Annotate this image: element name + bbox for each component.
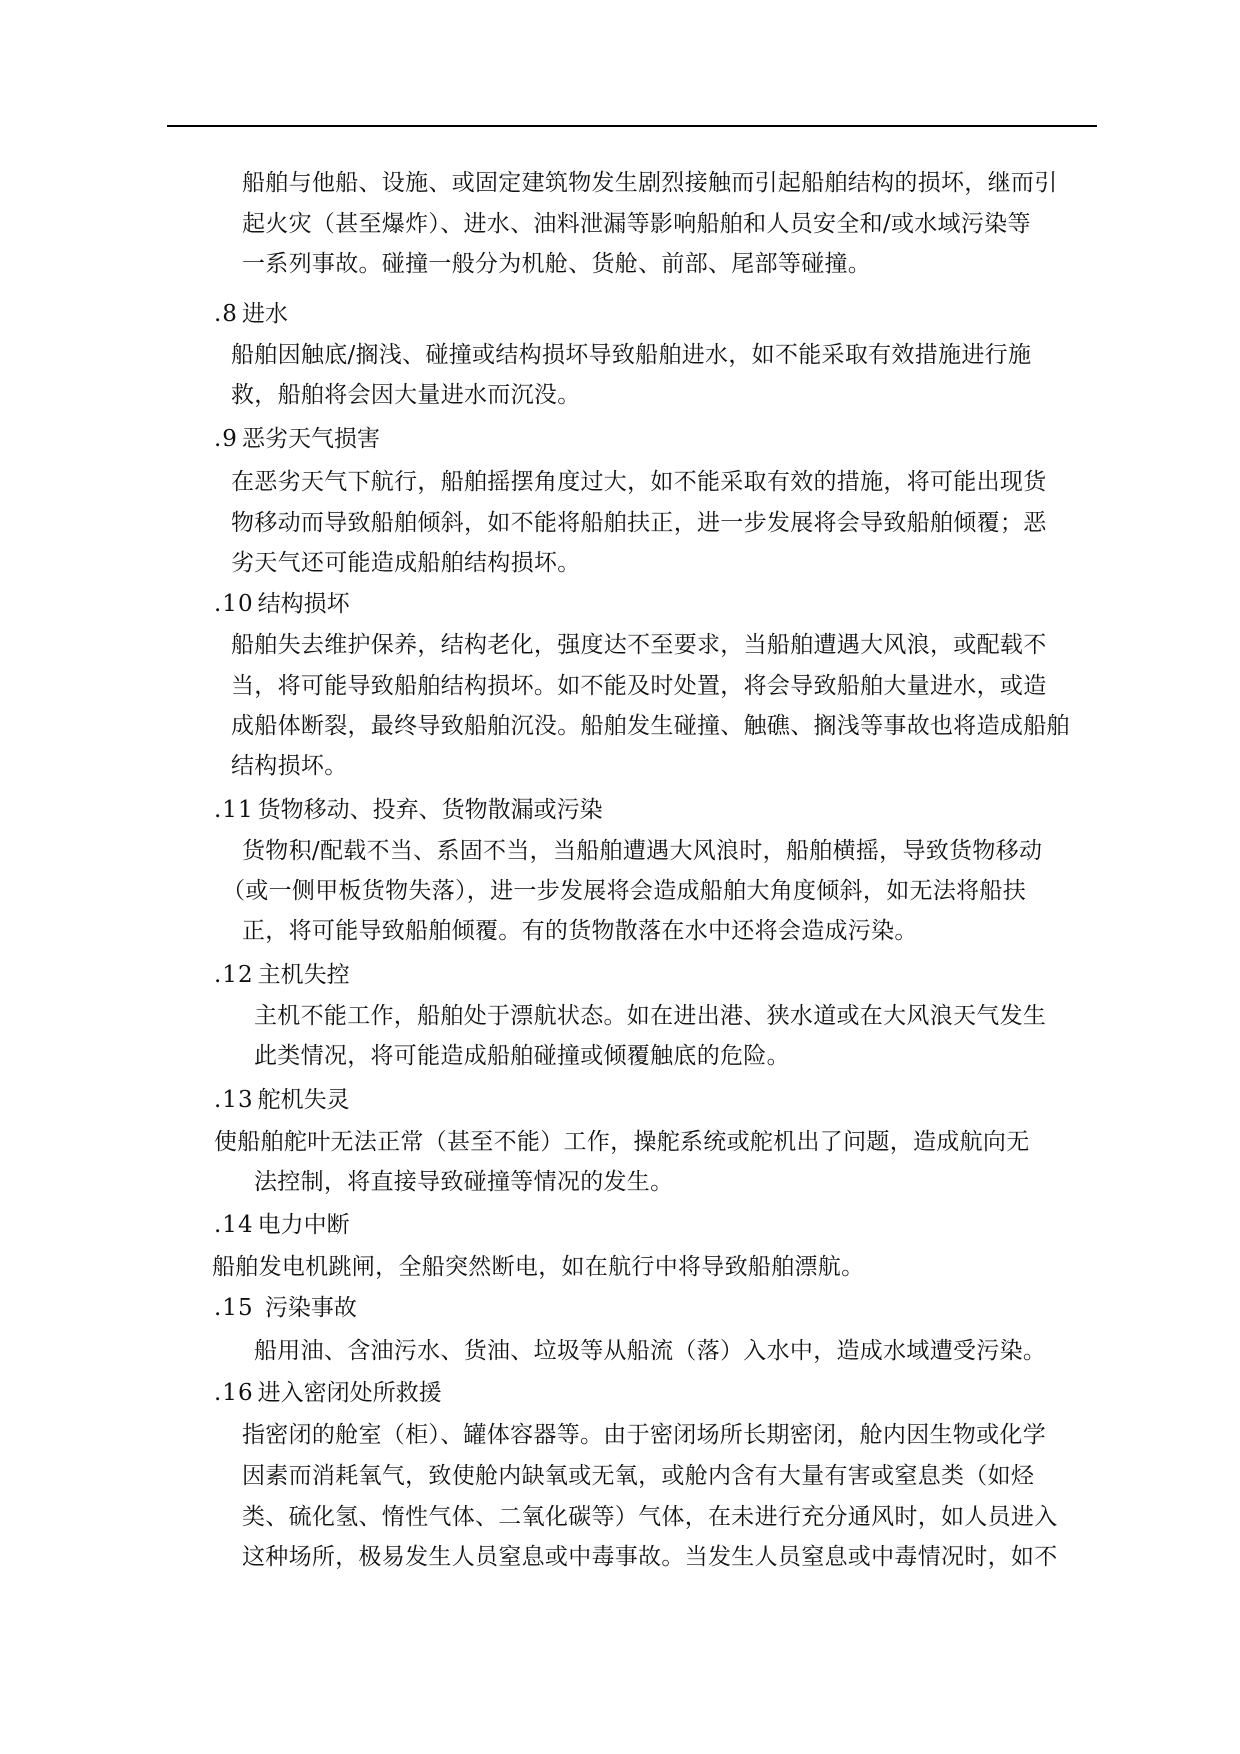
paragraph-line: 因素而消耗氧气，致使舱内缺氧或无氧，或舱内含有大量有害或窒息类（如烃: [242, 1463, 1035, 1489]
paragraph-line: 主机不能工作，船舶处于漂航状态。如在进出港、狭水道或在大风浪天气发生: [254, 1003, 1047, 1029]
paragraph-line: （或一侧甲板货物失落），进一步发展将会造成船舶大角度倾斜，如无法将船扶: [222, 878, 1026, 904]
paragraph-line: 在恶劣天气下航行，船舶摇摆角度过大，如不能采取有效的措施，将可能出现货: [231, 469, 1047, 495]
section-heading: [214, 424, 380, 454]
section-heading: [214, 589, 350, 619]
paragraph-line: 货物积/配载不当、系固不当，当船舶遭遇大风浪时，船舶横摇，导致货物移动: [242, 838, 1043, 864]
paragraph-line: 救，船舶将会因大量进水而沉没。: [231, 382, 581, 408]
paragraph-line: 法控制，将直接导致碰撞等情况的发生。: [254, 1169, 674, 1195]
section-number: .13: [214, 1087, 254, 1113]
paragraph-line: 正，将可能导致船舶倾覆。有的货物散落在水中还将会造成污染。: [242, 918, 918, 944]
intro-line: 船舶与他船、设施、或固定建筑物发生剧烈接触而引起船舶结构的损坏，继而引: [242, 170, 1058, 196]
paragraph-line: 劣天气还可能造成船舶结构损坏。: [231, 550, 581, 576]
section-title: 进水: [241, 301, 288, 327]
paragraph-line: 使船舶舵叶无法正常（甚至不能）工作，操舵系统或舵机出了问题，造成航向无: [214, 1129, 1030, 1155]
paragraph-line: 当，将可能导致船舶结构损坏。如不能及时处置，将会导致船舶大量进水，或造: [231, 673, 1047, 699]
paragraph-line: 物移动而导致船舶倾斜，如不能将船舶扶正，进一步发展将会导致船舶倾覆；恶: [231, 510, 1047, 536]
section-title: 电力中断: [257, 1212, 350, 1238]
paragraph-line: 船舶失去维护保养，结构老化，强度达不至要求，当船舶遭遇大风浪，或配载不: [231, 632, 1047, 658]
section-heading: [214, 1210, 350, 1240]
header-rule: [167, 125, 1097, 127]
section-number: .14: [214, 1212, 254, 1238]
paragraph-line: 结构损坏。: [231, 753, 348, 779]
section-number: .12: [214, 962, 254, 988]
section-title: 结构损坏: [257, 591, 350, 617]
section-title: 恶劣天气损害: [241, 426, 380, 452]
section-heading: [214, 1293, 357, 1323]
section-number: .8: [214, 301, 238, 327]
paragraph-line: 指密闭的舱室（柜）、罐体容器等。由于密闭场所长期密闭，舱内因生物或化学: [242, 1422, 1046, 1448]
paragraph-line: 成船体断裂，最终导致船舶沉没。船舶发生碰撞、触礁、搁浅等事故也将造成船舶: [231, 713, 1070, 739]
section-title: 污染事故: [257, 1295, 357, 1321]
section-title: 进入密闭处所救援: [257, 1380, 442, 1406]
section-number: .16: [214, 1380, 254, 1406]
section-title: 货物移动、投弃、货物散漏或污染: [257, 797, 603, 823]
section-heading: [214, 299, 288, 329]
section-heading: [214, 960, 350, 990]
section-number: .11: [214, 797, 254, 823]
paragraph-line: 船用油、含油污水、货油、垃圾等从船流（落）入水中，造成水域遭受污染。: [254, 1338, 1047, 1364]
section-heading: [214, 795, 603, 825]
section-heading: [214, 1085, 350, 1115]
section-number: .15: [214, 1295, 254, 1321]
intro-line: 起火灾（甚至爆炸）、进水、油料泄漏等影响船舶和人员安全和/或水域污染等: [242, 211, 1031, 237]
intro-line: 一系列事故。碰撞一般分为机舱、货舱、前部、尾部等碰撞。: [242, 251, 872, 277]
section-number: .10: [214, 591, 254, 617]
section-title: 舵机失灵: [257, 1087, 350, 1113]
paragraph-line: 此类情况，将可能造成船舶碰撞或倾覆触底的危险。: [254, 1043, 790, 1069]
section-number: .9: [214, 426, 238, 452]
paragraph-line: 船舶发电机跳闸，全船突然断电，如在航行中将导致船舶漂航。: [212, 1254, 865, 1280]
paragraph-line: 类、硫化氢、惰性气体、二氧化碳等）气体，在未进行充分通风时，如人员进入: [242, 1504, 1058, 1530]
paragraph-line: 船舶因触底/搁浅、碰撞或结构损坏导致船舶进水，如不能采取有效措施进行施: [231, 342, 1032, 368]
section-heading: [214, 1378, 442, 1408]
paragraph-line: 这种场所，极易发生人员窒息或中毒事故。当发生人员窒息或中毒情况时，如不: [242, 1544, 1058, 1570]
section-title: 主机失控: [257, 962, 350, 988]
